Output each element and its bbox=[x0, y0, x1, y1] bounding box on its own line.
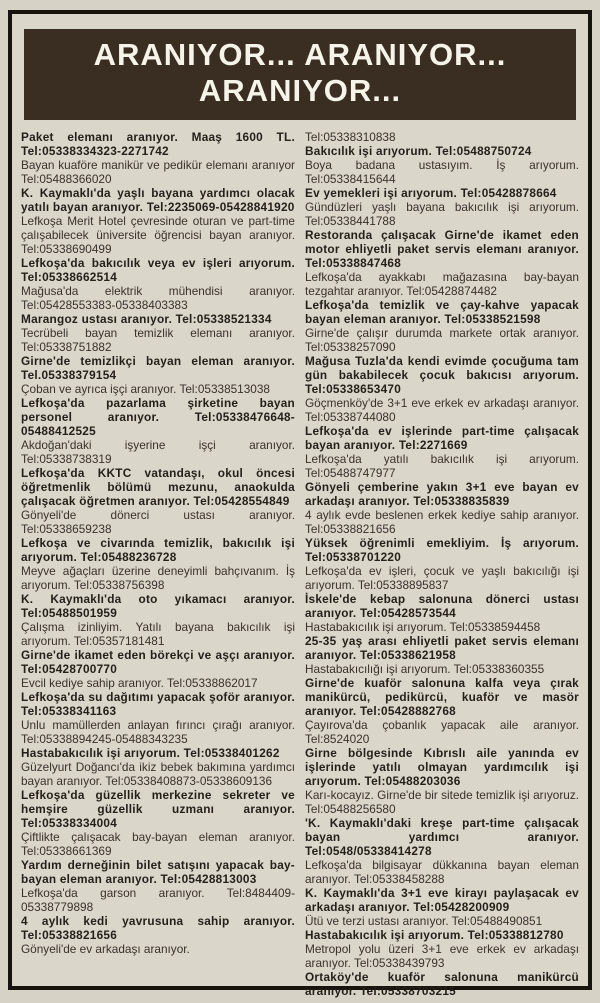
classified-ad: Marangoz ustası aranıyor. Tel:05338521334 bbox=[21, 312, 272, 326]
classified-ad: Tecrübeli bayan temizlik elemanı aranıyor. Tel:05338751882 bbox=[21, 326, 295, 354]
classified-ad: Hastabakıcılığı işi arıyorum. Tel:05338360355 bbox=[305, 662, 545, 676]
classified-ad: 25-35 yaş arası ehliyetli paket servis elemanı aranıyor. Tel:05338621958 bbox=[305, 634, 579, 662]
page-border-frame bbox=[8, 10, 592, 998]
classified-ad: Girne'de çalışır durumda markete ortak aranıyor. Tel:05338257090 bbox=[305, 326, 579, 354]
classified-ad: Lefkoşa'da su dağıtımı yapacak şoför aranıyor. Tel:05338341163 bbox=[21, 690, 295, 718]
classifieds-columns bbox=[12, 130, 588, 998]
classified-ad: Metropol yolu üzeri 3+1 eve erkek ev arkadaşı aranıyor. Tel:05338439793 bbox=[305, 942, 579, 970]
classified-ad: Mağusa'da elektrik mühendisi aranıyor. Tel:05428553383-05338403383 bbox=[21, 284, 295, 312]
classified-ad: Lefkoşa'da garson aranıyor. Tel:8484409-05338779898 bbox=[21, 886, 295, 914]
classified-ad: Çayırova'da çobanlık yapacak aile aranıyor. Tel:8524020 bbox=[305, 718, 579, 746]
classified-ad: Lefkoşa Merit Hotel çevresinde oturan ve part-time çalışabilecek üniversite öğrencisi bayan aranıyor. Tel:05338690499 bbox=[21, 214, 295, 256]
classified-ad: Tel:05338310838 bbox=[305, 130, 396, 144]
classified-ad: Akdoğan'daki işyerine işçi aranıyor. Tel:05338738319 bbox=[21, 438, 295, 466]
classified-ad: Bakıcılık işi arıyorum. Tel:05488750724 bbox=[305, 144, 532, 158]
classified-ad: Güzelyurt Doğancı'da ikiz bebek bakımına yardımcı bayan aranıyor. Tel:05338408873-05338609136 bbox=[21, 760, 295, 788]
classified-ad: Mağusa Tuzla'da kendi evimde çocuğuma tam gün bakabilecek çocuk bakıcısı arıyorum. Tel:05338653470 bbox=[305, 354, 579, 396]
classified-ad: Girne bölgesinde Kıbrıslı aile yanında ev işlerinde yatılı olmayan yardımcılık işi arıyorum. Tel:05488203036 bbox=[305, 746, 579, 788]
classified-ad: Hastabakıcılık işi arıyorum. Tel:05338812780 bbox=[305, 928, 564, 942]
classified-ad: 4 aylık kedi yavrusuna sahip aranıyor. Tel:05338821656 bbox=[21, 914, 295, 942]
classified-ad: K. Kaymaklı'da oto yıkamacı aranıyor. Tel:05488501959 bbox=[21, 592, 295, 620]
classified-ad: Gönyeli'de ev arkadaşı aranıyor. bbox=[21, 942, 190, 956]
classified-ad: Girne'de temizlikçi bayan eleman aranıyor. Tel.05338379154 bbox=[21, 354, 295, 382]
classified-ad: Lefkoşa'da pazarlama şirketine bayan personel aranıyor. Tel:05338476648-05488412525 bbox=[21, 396, 295, 438]
classified-ad: Evcil kediye sahip aranıyor. Tel:05338862017 bbox=[21, 676, 258, 690]
classified-ad: Hastabakıcılık işi arıyorum. Tel:05338594458 bbox=[305, 620, 541, 634]
classified-ad: Lefkoşa'da ev işlerinde part-time çalışacak bayan aranıyor. Tel:2271669 bbox=[305, 424, 579, 452]
classified-ad: Lefkoşa'da temizlik ve çay-kahve yapacak bayan eleman aranıyor. Tel:05338521598 bbox=[305, 298, 579, 326]
classified-ad: K. Kaymaklı'da yaşlı bayana yardımcı olacak yatılı bayan aranıyor. Tel:2235069-05428841920 bbox=[21, 186, 295, 214]
classified-ad: Lefkoşa'da bilgisayar dükkanına bayan eleman aranıyor. Tel:05338458288 bbox=[305, 858, 579, 886]
section-header bbox=[24, 29, 576, 120]
classified-ad: Ütü ve terzi ustası aranıyor. Tel:05488490851 bbox=[305, 914, 543, 928]
classified-ad: Boya badana ustasıyım. İş arıyorum. Tel:05338415644 bbox=[305, 158, 579, 186]
classified-ad: Lefkoşa'da güzellik merkezine sekreter ve hemşire güzellik uzmanı aranıyor. Tel:05338334004 bbox=[21, 788, 295, 830]
classified-ad: Girne'de kuaför salonuna kalfa veya çırak manikürcü, pedikürcü, kuaför ve masör aranıyor. Tel:05428882768 bbox=[305, 676, 579, 718]
classified-ad: Lefkoşa'da yatılı bakıcılık işi arıyorum. Tel:05488747977 bbox=[305, 452, 579, 480]
classified-ad: 'K. Kaymaklı'daki kreşe part-time çalışacak bayan yardımcı aranıyor. Tel:0548/05338414278 bbox=[305, 816, 579, 858]
classified-ad: Gönyeli çemberine yakın 3+1 eve bayan ev arkadaşı aranıyor. Tel:05338835839 bbox=[305, 480, 579, 508]
left-column bbox=[21, 130, 295, 998]
classified-ad: Karı-kocayız. Girne'de bir sitede temizlik işi arıyoruz. Tel:05488256580 bbox=[305, 788, 579, 816]
classified-ad: Lefkoşa'da ev işleri, çocuk ve yaşlı bakıcılığı işi arıyorum. Tel:05338895837 bbox=[305, 564, 579, 592]
classified-ad: 4 aylık evde beslenen erkek kediye sahip aranıyor. Tel:05338821656 bbox=[305, 508, 579, 536]
section-header-title: ARANIYOR... ARANIYOR... ARANIYOR... bbox=[93, 37, 507, 108]
classified-ad: Gönyeli'de dönerci ustası aranıyor. Tel:05338659238 bbox=[21, 508, 295, 536]
classified-ad: Lefkoşa'da bakıcılık veya ev işleri arıyorum. Tel:05338662514 bbox=[21, 256, 295, 284]
classified-ad: Paket elemanı aranıyor. Maaş 1600 TL. Tel:05338334323-2271742 bbox=[21, 130, 295, 158]
classified-ad: Çoban ve ayrıca işçi aranıyor. Tel:05338513038 bbox=[21, 382, 270, 396]
classified-ad: Meyve ağaçları üzerine deneyimli bahçıvanım. İş arıyorum. Tel:05338756398 bbox=[21, 564, 295, 592]
classified-ad: Unlu mamüllerden anlayan fırıncı çırağı aranıyor. Tel:05338894245-05488343235 bbox=[21, 718, 295, 746]
classified-ad: Çiftlikte çalışacak bay-bayan eleman aranıyor. Tel:05338661369 bbox=[21, 830, 295, 858]
classified-ad: Göçmenköy'de 3+1 eve erkek ev arkadaşı aranıyor. Tel:05338744080 bbox=[305, 396, 579, 424]
classified-ad: Ev yemekleri işi arıyorum. Tel:05428878664 bbox=[305, 186, 557, 200]
classified-ad: Çalışma izinliyim. Yatılı bayana bakıcılık işi arıyorum. Tel:05357181481 bbox=[21, 620, 295, 648]
classified-ad: Lefkoşa'da KKTC vatandaşı, okul öncesi öğretmenlik bölümü mezunu, anaokulda çalışacak öğretmen aranıyor. Tel:05428554849 bbox=[21, 466, 295, 508]
classified-ad: Ortaköy'de kuaför salonuna manikürcü aranıyor. Tel:05338703215 bbox=[305, 970, 579, 998]
classified-ad: Gündüzleri yaşlı bayana bakıcılık işi arıyorum. Tel:05338441788 bbox=[305, 200, 579, 228]
classified-ad: Lefkoşa ve civarında temizlik, bakıcılık işi arıyorum. Tel:05488236728 bbox=[21, 536, 295, 564]
classified-ad: Lefkoşa'da ayakkabı mağazasına bay-bayan tezgahtar aranıyor. Tel:05428874482 bbox=[305, 270, 579, 298]
classified-ad: Yardım derneğinin bilet satışını yapacak bay-bayan eleman aranıyor. Tel:05428813003 bbox=[21, 858, 295, 886]
classified-ad: Girne'de ikamet eden börekçi ve aşçı aranıyor. Tel:05428700770 bbox=[21, 648, 295, 676]
classified-ad: Yüksek öğrenimli emekliyim. İş arıyorum. Tel:05338701220 bbox=[305, 536, 579, 564]
right-column bbox=[305, 130, 579, 998]
classified-ad: Restoranda çalışacak Girne'de ikamet eden motor ehliyetli paket servis elemanı aranıyor. Tel:05338847468 bbox=[305, 228, 579, 270]
classified-ad: Hastabakıcılık işi arıyorum. Tel:05338401262 bbox=[21, 746, 280, 760]
classified-ad: İskele'de kebap salonuna dönerci ustası aranıyor. Tel:05428573544 bbox=[305, 592, 579, 620]
classified-ad: K. Kaymaklı'da 3+1 eve kirayı paylaşacak ev arkadaşı aranıyor. Tel:05428200909 bbox=[305, 886, 579, 914]
classified-ad: Bayan kuaföre manikür ve pedikür elemanı aranıyor Tel:05488366020 bbox=[21, 158, 295, 186]
